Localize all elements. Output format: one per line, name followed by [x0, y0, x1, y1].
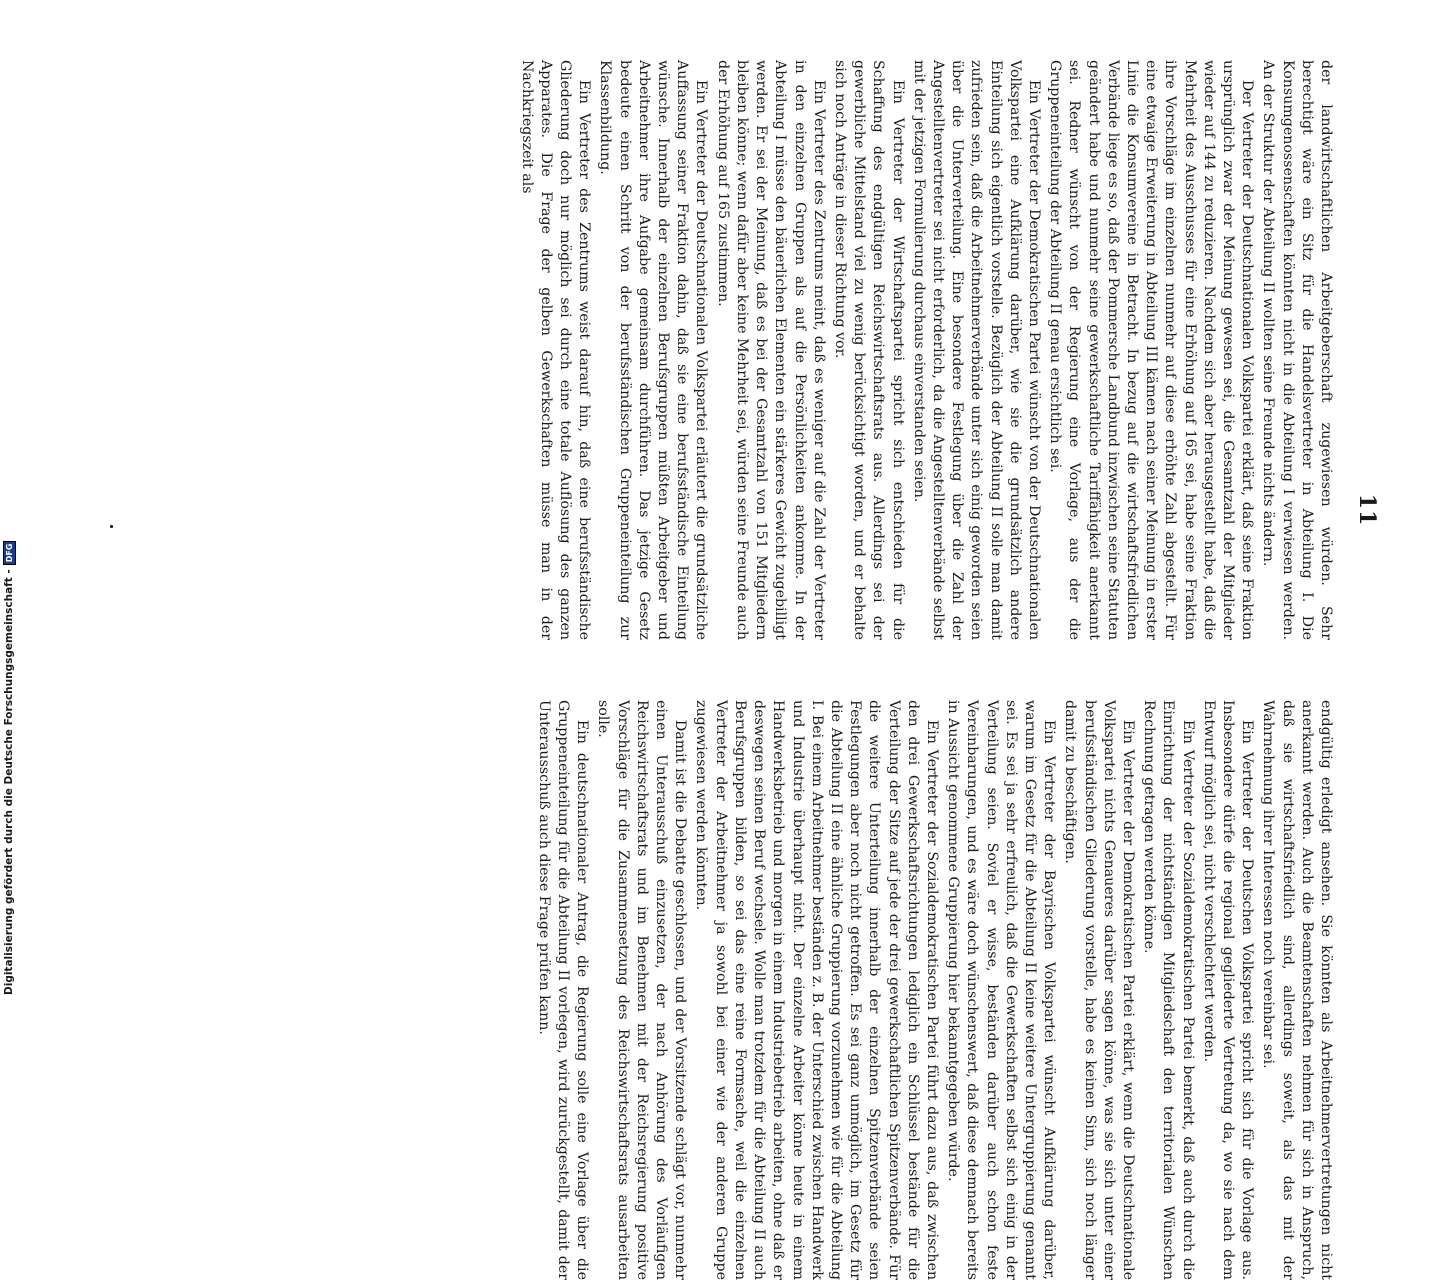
paragraph: Ein Vertreter der Demokratischen Partei wünscht von der Deutschnationalen Volkspartei eine Aufklärung darüber, wie sie die grundsätzlich andere Einteilung sich eigentlich vorstelle. Bezüglich der Abteilung II solle man damit zufrieden sein, daß die Arbeitnehmerverbände unter sich einig geworden seien über die Unterverteilung. Eine besondere Festlegung über die Zahl der Angestelltenvertreter sei nicht erforderlich, da die Angestelltenverbände selbst mit der jetzigen Formulierung durchaus einverstanden seien.: [910, 60, 1042, 640]
scan-speck: [110, 525, 113, 528]
digitization-footer: [2, 543, 16, 995]
paragraph: Ein Vertreter der Sozialdemokratischen Partei führt dazu aus, daß zwischen den drei Gewerkschaftsrichtungen lediglich ein Schlüssel bestände für die Verteilung der Sitze auf jede der drei gewerkschaftlichen Spitzenverbände. Für die weitere Unterteilung innerhalb der einzelnen Spitzenverbände seien Festlegungen aber noch nicht getroffen. Es sei ganz unmöglich, im Gesetz für die Abteilung II eine ähnliche Gruppierung vorzunehmen wie für die Abteilung I. Bei einem Arbeitnehmer beständen z. B. der Unterschied zwischen Handwerk und Industrie überhaupt nicht. Der einzelne Arbeiter könne heute in einem Handwerksbetrieb und morgen in einem Industriebetrieb arbeiten, ohne daß er deswegen seinen Beruf wechsele. Wolle man trotzdem für die Abteilung II auch Berufsgruppen bilden, so sei das eine reine Formsache, weil die einzelnen Vertreter der Arbeitnehmer ja sowohl bei einer wie der anderen Gruppe zugewiesen werden könnten.: [693, 700, 940, 1280]
text-column-left: [514, 60, 1335, 640]
dfg-logo-icon: DFG: [3, 541, 16, 566]
paragraph: Ein Vertreter der Bayrischen Volkspartei wünscht Aufklärung darüber, warum im Gesetz für die Abteilung II keine weitere Untergruppierung genannt sei. Es sei ja sehr erfreulich, daß die Gewerkschaften selbst sich einig in der Verteilung seien. Soviel er wisse, beständen darüber auch schon feste Vereinbarungen, und es wäre doch wünschenswert, daß diese demnach bereits in Aussicht genommene Gruppierung hier bekanntgegeben würde.: [945, 700, 1058, 1280]
paragraph: Der Vertreter der Deutschnationalen Volkspartei erklärt, daß seine Fraktion ursprünglich zwar der Meinung gewesen sei, die Gesamtzahl der Mitglieder wieder auf 144 zu reduzieren. Nachdem sich aber herausgestellt habe, daß die Mehrheit des Ausschusses für eine Erhöhung auf 165 sei, habe seine Fraktion ihre Vorschläge im einzelnen nunmehr auf diese erhöhte Zahl abgestellt. Für eine etwaige Erweiterung in Abteilung III kämen nach seiner Meinung in erster Linie die Konsumvereine in Betracht. In bezug auf die wirtschaftsfriedlichen Verbände liege es so, daß der Pommersche Landbund inzwischen seine Statuten geändert habe und nunmehr seine gewerkschaftliche Tariffähigkeit anerkannt sei. Redner wünscht von der Regierung eine Vorlage, aus der die Gruppeneinteilung der Abteilung II genau ersichtlich sei.: [1047, 60, 1256, 640]
paragraph: Ein Vertreter der Wirtschaftspartei spricht sich entschieden für die Schaffung des endgültigen Reichswirtschaftsrats aus. Allerdings sei der gewerbliche Mittelstand viel zu wenig berücksichtigt worden, und er behalte sich noch Anträge in dieser Richtung vor.: [831, 60, 906, 640]
paragraph: Ein Vertreter des Zentrums weist darauf hin, daß eine berufsständische Gliederung doch nur möglich sei durch eine totale Auflösung des ganzen Apparates. Die Frage der gelben Gewerkschaften müsse man in der Nachkriegszeit als: [518, 60, 593, 640]
paragraph: Ein Vertreter der Deutschnationalen Volkspartei erläutert die grundsätzliche Auffassung seiner Fraktion dahin, daß sie eine berufsständische Einteilung wünsche. Innerhalb der einzelnen Berufsgruppen müßten Arbeitgeber und Arbeitnehmer ihre Aufgabe gemeinsam durchführen. Das jetzige Gesetz bedeute einen Schritt von der berufsständischen Gruppeneinteilung zur Klassenbildung.: [597, 60, 710, 640]
paragraph: Ein Vertreter der Sozialdemokratischen Partei bemerkt, daß auch durch die Einrichtung der nichtständigen Mitgliedschaft den territorialen Wünschen Rechnung getragen werden könne.: [1141, 700, 1196, 1280]
paragraph: Ein Vertreter des Zentrums meint, daß es weniger auf die Zahl der Vertreter in den einzelnen Gruppen als auf die Persönlichkeiten ankomme. In der Abteilung I müsse den bäuerlichen Elementen ein stärkeres Gewicht zugebilligt werden. Er sei der Meinung, daß es bei der Gesamtzahl von 151 Mitgliedern bleiben könne; wenn dafür aber keine Mehrheit sei, würden seine Freunde auch der Erhöhung auf 165 zustimmen.: [714, 60, 827, 640]
paragraph: endgültig erledigt ansehen. Sie könnten als Arbeitnehmervertretungen nicht anerkannt werden. Auch die Beamtenschaften nehmen für sich in Anspruch, daß sie wirtschaftsfriedlich sind, allerdings soweit, als das mit der Wahrnehmung ihrer Interessen noch vereinbar sei.: [1260, 700, 1334, 1280]
paragraph: der landwirtschaftlichen Arbeitgeberschaft zugewiesen würden. Sehr berechtigt wäre ein Sitz für die Handelsvertreter in Abteilung I. Die Konsumgenossenschaften könnten nicht in die Abteilung I verwiesen werden. An der Struktur der Abteilung II wollten seine Freunde nichts ändern.: [1260, 60, 1334, 640]
scanned-page: [110, 60, 1380, 1280]
page-number: 11: [1354, 493, 1380, 527]
paragraph: Ein Vertreter der Deutschen Volkspartei spricht sich für die Vorlage aus. Insbesondere dürfe die regional gegliederte Vertretung da, wo sie nach dem Entwurf möglich sei, nicht verschlechtert werden.: [1200, 700, 1256, 1280]
paragraph: Damit ist die Debatte geschlossen, und der Vorsitzende schlägt vor, nunmehr einen Unterausschuß einzusetzen, der nach Anhörung des Vorläufigen Reichswirtschaftsrats und im Benehmen mit der Reichsregierung positive Vorschläge für die Zusammensetzung des Reichswirtschaftsrats ausarbeiten solle.: [595, 700, 689, 1280]
paragraph: Ein deutschnationaler Antrag, die Regierung solle eine Vorlage über die Gruppeneinteilung für die Abteilung II vorlegen, wird zurückgestellt, damit der Unterausschuß auch diese Frage prüfen kann.: [535, 700, 591, 1280]
paragraph: Ein Vertreter der Demokratischen Partei erklärt, wenn die Deutschnationale Volkspartei nichts Genaueres darüber sagen könne, was sie sich unter einer berufsständischen Gliederung vorstelle, habe es keinen Sinn, sich noch länger damit zu beschäftigen.: [1062, 700, 1136, 1280]
text-column-right: [532, 700, 1335, 1280]
footer-text: Digitalisierung gefördert durch die Deutsche Forschungsgemeinschaft -: [3, 569, 15, 995]
